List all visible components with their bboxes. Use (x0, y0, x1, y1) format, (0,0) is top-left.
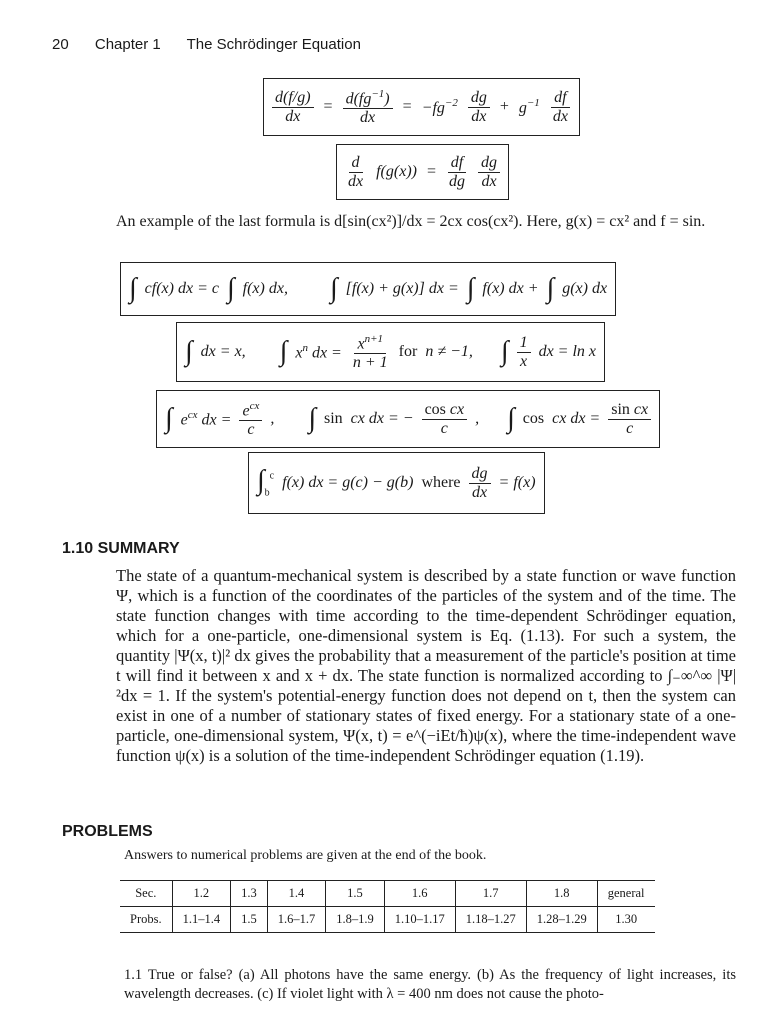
table-cell: 1.1–1.4 (172, 907, 231, 933)
table-cell: Probs. (120, 907, 172, 933)
table-row (120, 907, 655, 933)
chapter-title: The Schrödinger Equation (186, 36, 361, 53)
table-cell: general (597, 881, 654, 907)
page-number: 20 (52, 36, 69, 53)
table-cell: 1.28–1.29 (526, 907, 597, 933)
power-integrals: ∫ dx = x, ∫ $x^n$ dx = $\frac{x^{n+1}}{n + 1}$ for n ≠ −1, ∫ $\frac{1}{x}$ dx = ln x (176, 322, 605, 382)
table-cell: 1.8 (526, 881, 597, 907)
quotient-rule-formula: $\frac{d(f/g)}{dx}$ = $\frac{d(fg^{-1})}{dx}$ = $-fg^{-2}$ $\frac{dg}{dx}$ + $g^{-1}$ $\frac{df}{dx}$ (263, 78, 580, 136)
table-cell: 1.3 (231, 881, 268, 907)
table-cell: 1.6 (384, 881, 455, 907)
table-cell: 1.8–1.9 (326, 907, 385, 933)
table-cell: 1.5 (326, 881, 385, 907)
summary-text: The state of a quantum-mechanical system is described by a state function or wave function Ψ, which is a function of the coordinates of the particles of the system and of the time. The state function changes with time according to the time-dependent Schrödinger equation, which for a one-particle, one-dimensional system is Eq. (1.13). For such a system, the quantity |Ψ(x, t)|² dx gives the probability that a measurement of the particle's position at time t will find it between x and x + dx. The state function is normalized according to ∫₋∞^∞ |Ψ|²dx = 1. If the system's potential-energy function does not depend on t, then the system can exist in one of a number of stationary states of fixed energy. For a stationary state of a one-particle, one-dimensional system, Ψ(x, t) = e^(−iEt/ħ)ψ(x), where the time-independent wave function ψ(x) is a solution of the time-independent Schrödinger equation (1.19). (116, 566, 736, 765)
exp-trig-integrals: ∫ $e^{cx}$ dx = $\frac{e^{cx}}{c}$ , ∫ sin cx dx = − $\frac{\text{cos cx}}{c}$ , ∫ cos cx dx = $\frac{\text{sin cx}}{c}$ (156, 390, 660, 448)
table-cell: 1.7 (455, 881, 526, 907)
table-cell: 1.18–1.27 (455, 907, 526, 933)
summary-heading: 1.10 SUMMARY (62, 540, 180, 557)
linearity-integrals: ∫ cf(x) dx = c ∫ f(x) dx, ∫ [f(x) + g(x)] dx = ∫ f(x) dx + ∫ g(x) dx (120, 262, 616, 316)
table-cell: 1.6–1.7 (267, 907, 326, 933)
chapter-label: Chapter 1 (94, 36, 161, 53)
table-cell: 1.4 (267, 881, 326, 907)
definite-integral-formula: $\int_b^c$ f(x) dx = g(c) − g(b) where $\frac{dg}{dx}$ = f(x) (248, 452, 545, 514)
page-header (52, 36, 383, 53)
problem-1-1: 1.1 True or false? (a) All photons have the same energy. (b) As the frequency of light increases, its wavelength decreases. (c) If violet light with λ = 400 nm does not cause the photo- (124, 967, 736, 1002)
table-cell: 1.10–1.17 (384, 907, 455, 933)
chain-rule-formula: $\frac{d}{dx}$ f(g(x)) = $\frac{df}{dg}$ $\frac{dg}{dx}$ (336, 144, 509, 200)
problems-intro: Answers to numerical problems are given at the end of the book. (124, 848, 487, 863)
example-text: An example of the last formula is d[sin(cx²)]/dx = 2cx cos(cx²). Here, g(x) = cx² and f = sin. (116, 213, 706, 230)
table-cell: Sec. (120, 881, 172, 907)
problems-table (120, 880, 655, 933)
table-row (120, 881, 655, 907)
table-cell: 1.30 (597, 907, 654, 933)
table-cell: 1.5 (231, 907, 268, 933)
problems-heading: PROBLEMS (62, 823, 153, 840)
table-cell: 1.2 (172, 881, 231, 907)
